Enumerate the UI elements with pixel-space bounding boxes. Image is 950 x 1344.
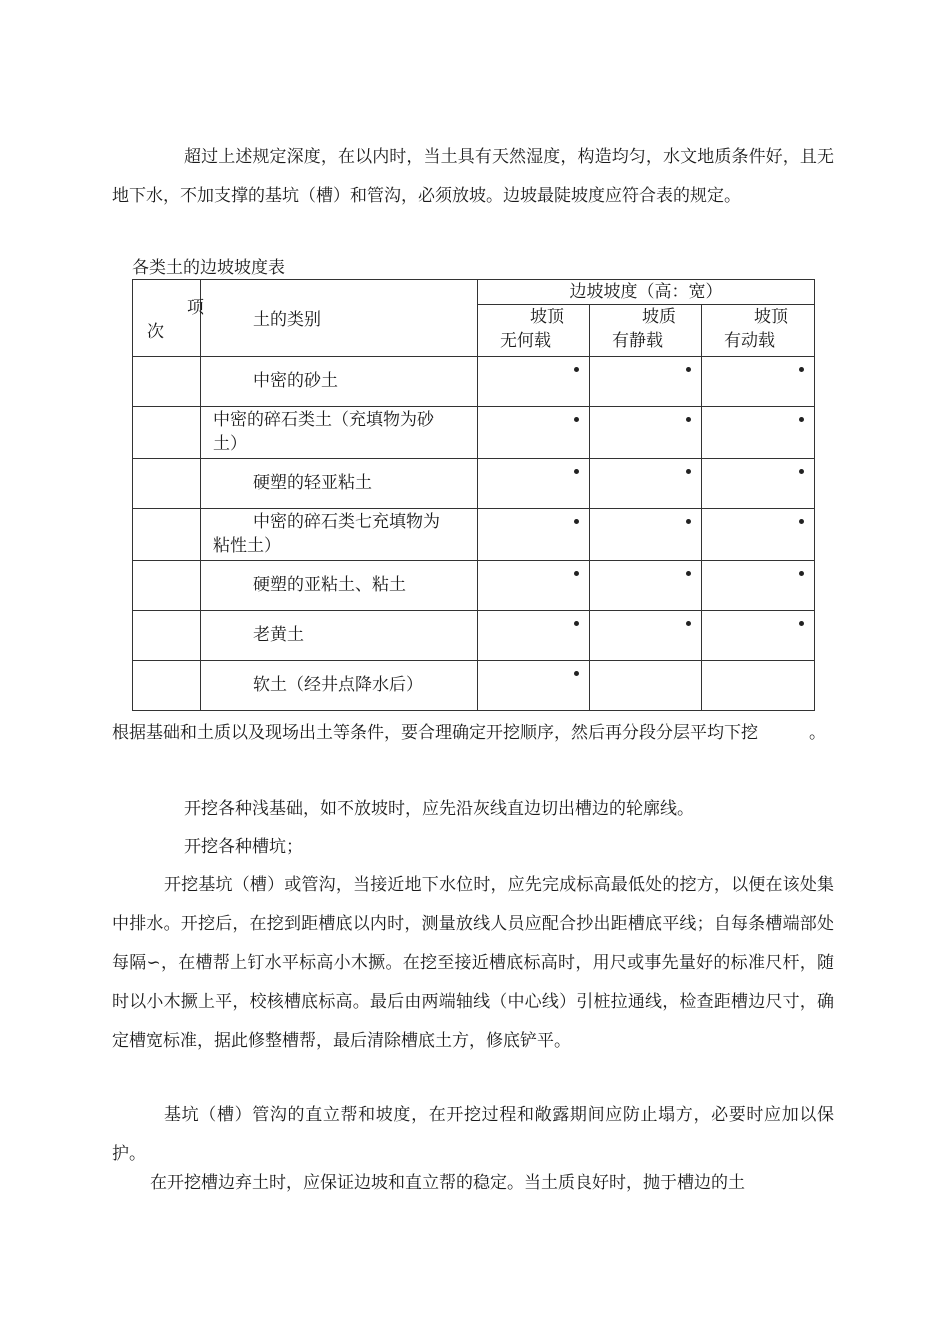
value-cell <box>478 561 590 611</box>
value-cell <box>590 661 702 711</box>
bullet-icon <box>574 417 579 422</box>
value-cell <box>478 357 590 407</box>
row-index <box>133 509 201 561</box>
soil-category: 老黄土 <box>201 611 478 661</box>
bullet-icon <box>799 621 804 626</box>
bullet-icon <box>574 519 579 524</box>
value-cell <box>478 611 590 661</box>
bullet-icon <box>799 519 804 524</box>
paragraph-slope-requirement: 超过上述规定深度，在以内时，当土具有天然湿度，构造均匀，水文地质条件好，且无地下水，不加支撑的基坑（槽）和管沟，必须放坡。边坡最陡坡度应符合表的规定。 <box>112 147 834 206</box>
header-index-label-a: 项 <box>187 298 204 318</box>
value-cell <box>590 611 702 661</box>
value-cell <box>702 459 815 509</box>
bullet-icon <box>799 367 804 372</box>
header-slope-group: 边坡坡度（高：宽） <box>478 280 815 305</box>
value-cell <box>478 661 590 711</box>
bullet-icon <box>686 367 691 372</box>
bullet-icon <box>799 469 804 474</box>
bullet-icon <box>574 571 579 576</box>
value-cell <box>478 407 590 459</box>
paragraph-excavation-order: 根据基础和土质以及现场出土等条件，要合理确定开挖顺序，然后再分段分层平均下挖 。 <box>112 723 826 743</box>
header-index-label-b: 次 <box>147 322 164 342</box>
paragraph-shallow-foundation: 开挖各种浅基础，如不放坡时，应先沿灰线直边切出槽边的轮廓线。 <box>184 799 694 819</box>
bullet-icon <box>574 469 579 474</box>
value-cell <box>590 407 702 459</box>
soil-category: 中密的碎石类七充填物为 粘性土） <box>201 509 478 561</box>
bullet-icon <box>686 621 691 626</box>
bullet-icon <box>574 621 579 626</box>
value-cell <box>702 561 815 611</box>
paragraph-spoil-disposal: 在开挖槽边弃土时，应保证边坡和直立帮的稳定。当土质良好时，抛于槽边的土 <box>150 1173 745 1193</box>
value-cell <box>590 561 702 611</box>
soil-category: 软土（经井点降水后） <box>201 661 478 711</box>
slope-table <box>132 279 815 711</box>
header-static-load: 坡质 有静载 <box>590 305 702 357</box>
value-cell <box>590 357 702 407</box>
bullet-icon <box>574 367 579 372</box>
bullet-icon <box>686 571 691 576</box>
table-row <box>133 407 815 459</box>
table-row <box>133 611 815 661</box>
value-cell <box>478 459 590 509</box>
row-index <box>133 611 201 661</box>
paragraph-groundwater-excavation: 开挖基坑（槽）或管沟，当接近地下水位时，应先完成标高最低处的挖方，以便在该处集中排水。开挖后，在挖到距槽底以内时，测量放线人员应配合抄出距槽底平线；自每条槽端部处每隔∽，在槽帮上钉水平标高小木撅。在挖至接近槽底标高时，用尺或事先量好的标准尺杆，随时以小木撅上平，校核槽底标高。最后由两端轴线（中心线）引桩拉通线，检查距槽边尺寸，确定槽宽标准，据此修整槽帮，最后清除槽底土方，修底铲平。 <box>112 875 834 1051</box>
paragraph-trench-heading: 开挖各种槽坑； <box>184 837 303 857</box>
soil-category: 硬塑的轻亚粘土 <box>201 459 478 509</box>
header-dynamic-load: 坡顶 有动载 <box>702 305 815 357</box>
bullet-icon <box>799 571 804 576</box>
value-cell <box>702 661 815 711</box>
row-index <box>133 407 201 459</box>
header-no-load: 坡顶 无何载 <box>478 305 590 357</box>
table-caption: 各类土的边坡坡度表 <box>132 258 285 278</box>
row-index <box>133 661 201 711</box>
table-row <box>133 509 815 561</box>
paragraph-slope-protection: 基坑（槽）管沟的直立帮和坡度，在开挖过程和敞露期间应防止塌方，必要时应加以保护。 <box>112 1105 834 1164</box>
row-index <box>133 561 201 611</box>
row-index <box>133 357 201 407</box>
value-cell <box>590 509 702 561</box>
table-row <box>133 661 815 711</box>
header-category: 土的类别 <box>201 280 478 357</box>
row-index <box>133 459 201 509</box>
value-cell <box>590 459 702 509</box>
value-cell <box>702 509 815 561</box>
header-index-cell <box>133 280 204 357</box>
soil-category: 中密的砂土 <box>201 357 478 407</box>
value-cell <box>702 611 815 661</box>
table-row <box>133 357 815 407</box>
bullet-icon <box>686 417 691 422</box>
bullet-icon <box>686 519 691 524</box>
table-row <box>133 459 815 509</box>
bullet-icon <box>799 417 804 422</box>
value-cell <box>702 357 815 407</box>
soil-category: 中密的碎石类土（充填物为砂 土） <box>201 407 478 459</box>
table-row <box>133 561 815 611</box>
soil-category: 硬塑的亚粘土、粘土 <box>201 561 478 611</box>
value-cell <box>478 509 590 561</box>
value-cell <box>702 407 815 459</box>
bullet-icon <box>686 469 691 474</box>
bullet-icon <box>574 671 579 676</box>
